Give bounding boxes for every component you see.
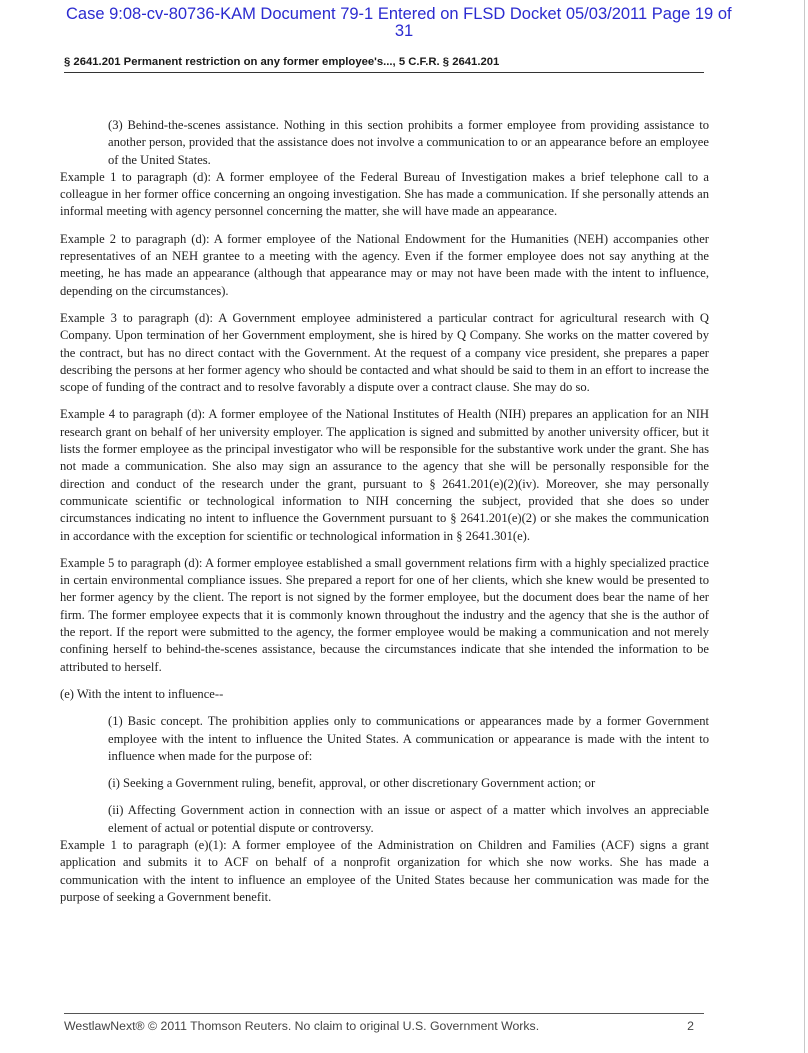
footer-divider: [64, 1013, 704, 1014]
paragraph-example-1-e1: Example 1 to paragraph (e)(1): A former employee of the Administration on Children and Families (ACF) signs a grant application and submits it to ACF on behalf of a nonprofit organization for which she now works. She has made a communication with the intent to influence an employee of the United States because her communication was made for the purpose of seeking a Government benefit.: [60, 837, 709, 904]
header-divider: [64, 72, 704, 73]
paragraph-example-1-d: Example 1 to paragraph (d): A former employee of the Federal Bureau of Investigation makes a brief telephone call to a colleague in her former office concerning an ongoing investigation. She has made a communication. If she personally attends an informal meeting with agency personnel concerning the matter, she will have made an appearance.: [60, 169, 709, 219]
footer-copyright: WestlawNext® © 2011 Thomson Reuters. No claim to original U.S. Government Works.: [64, 1019, 540, 1033]
paragraph-e-heading: (e) With the intent to influence--: [60, 686, 224, 701]
page-header-title: § 2641.201 Permanent restriction on any former employee's..., 5 C.F.R. § 2641.201: [64, 56, 500, 68]
stamp-line-1: Case 9:08-cv-80736-KAM Document 79-1 Entered on FLSD Docket 05/03/2011 Page 19 of: [66, 5, 732, 23]
paragraph-e1-basic-concept: (1) Basic concept. The prohibition applies only to communications or appearances made by a former Government employee with the intent to influence the United States. A communication or appearance is made with the intent to influence when made for the purpose of:: [108, 714, 709, 763]
page-footer: [64, 1019, 704, 1033]
paragraph-example-5-d: Example 5 to paragraph (d): A former employee established a small government relations firm with a highly specialized practice in certain environmental compliance issues. She prepared a report for one of her clients, which she knew would be presented to her former agency by the client. The report is not signed by the former employee, but the document does bear the name of her firm. The former employee expects that it is commonly known throughout the industry and the agency that she is the author of the report. If the report were submitted to the agency, the former employee would be making a communication and not merely confining herself to behind-the-scenes assistance, because the circumstances indicate that she intended the information to be attributed to herself.: [60, 555, 709, 674]
page-number: 2: [687, 1019, 694, 1033]
paragraph-e1-ii: (ii) Affecting Government action in connection with an issue or aspect of a matter which involves an appreciable element of actual or potential dispute or controversy.: [108, 803, 709, 835]
paragraph-example-4-d: Example 4 to paragraph (d): A former employee of the National Institutes of Health (NIH) prepares an application for an NIH research grant on behalf of her university employer. The application is signed and submitted by another university officer, but it lists the former employee as the principal investigator who will be responsible for the substantive work under the grant. She has not made a communication. She also may sign an assurance to the agency that she will be personally responsible for the direction and conduct of the research under the grant, pursuant to § 2641.201(e)(2)(iv). Moreover, she may personally communicate scientific or technological information to NIH concerning the subject, provided that she does so under circumstances indicating no intent to influence the Government pursuant to § 2641.201(e)(2) or she makes the communication in accordance with the exception for scientific or technological information in § 2641.301(e).: [60, 407, 709, 543]
page-edge-line: [804, 0, 805, 1053]
paragraph-example-2-d: Example 2 to paragraph (d): A former employee of the National Endowment for the Humanities (NEH) accompanies other representatives of an NEH grantee to a meeting with the agency. Even if the former employee does not say anything at the meeting, he has made an appearance (although that appearance may or may not have been made with the intent to influence, depending on the circumstances).: [60, 231, 709, 298]
paragraph-behind-the-scenes: (3) Behind-the-scenes assistance. Nothing in this section prohibits a former employee from providing assistance to another person, provided that the assistance does not involve a communication to or an appearance before an employee of the United States.: [108, 118, 709, 167]
stamp-line-2: 31: [394, 22, 414, 40]
paragraph-e1-i: (i) Seeking a Government ruling, benefit, approval, or other discretionary Government action; or: [108, 776, 596, 791]
paragraph-example-3-d: Example 3 to paragraph (d): A Government employee administered a particular contract for agricultural research with Q Company. Upon termination of her Government employment, she is hired by Q Company. She works on the matter covered by the contract, but has no direct contact with the Government. At the request of a company vice president, she prepares a paper describing the persons at her former agency who should be contacted and what should be said to them in an effort to increase the scope of funding of the contract and to resolve favorably a dispute over a contract clause. She may do so.: [60, 310, 709, 395]
document-body: [60, 117, 709, 906]
